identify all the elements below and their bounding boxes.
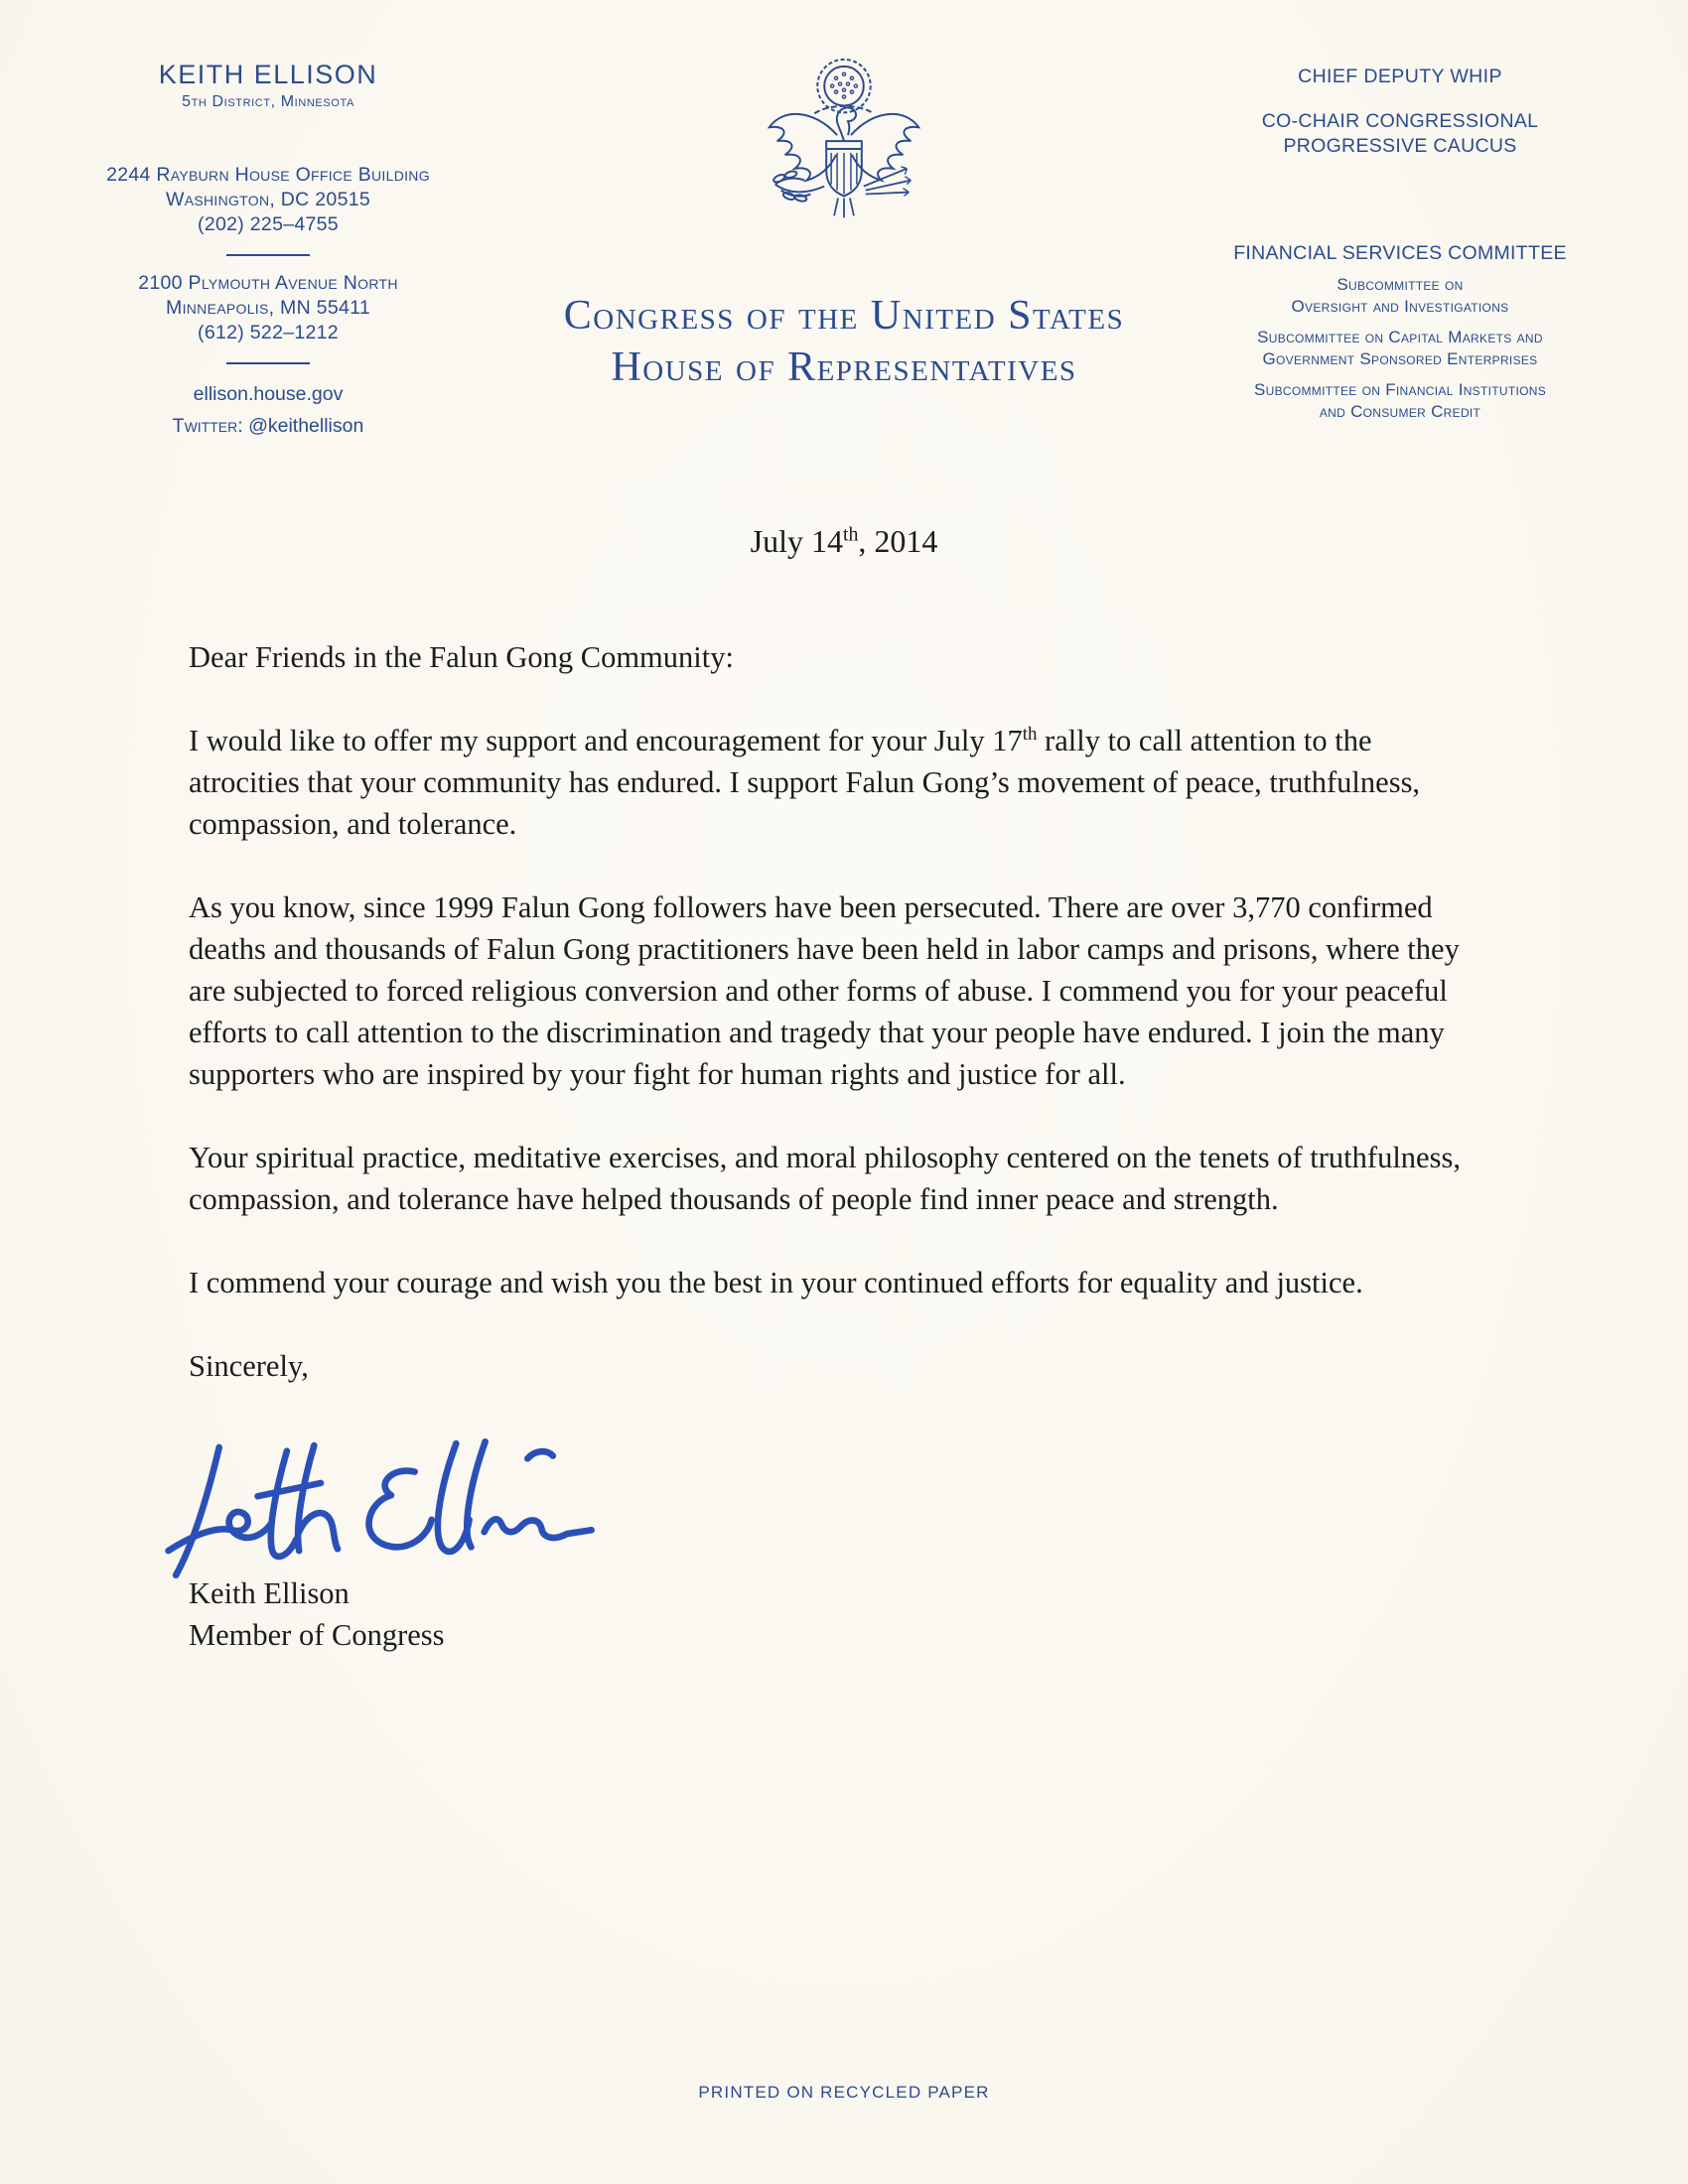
divider — [226, 254, 310, 256]
letterhead-right-block — [1162, 66, 1638, 423]
salutation: Dear Friends in the Falun Gong Community: — [189, 640, 734, 674]
member-district: 5th District, Minnesota — [182, 93, 354, 110]
twitter-label: Twitter: — [172, 415, 243, 437]
subcommittee-capital-markets — [1162, 327, 1638, 370]
paragraph-3: Your spiritual practice, meditative exercises, and moral philosophy centered on the tenets of truthfulness, compassion, and tolerance have helped thousands of people find inner peace and strength. — [189, 1141, 1461, 1216]
congress-title-line1: Congress of the United States — [563, 293, 1125, 339]
congress-title-line2: House of Representatives — [611, 344, 1077, 390]
keith-ellison-signature-icon — [161, 1429, 603, 1588]
mn-office-phone: (612) 522–1212 — [198, 322, 339, 343]
twitter-handle: @keithellison — [248, 415, 364, 437]
signer-name: Keith Ellison — [189, 1576, 350, 1610]
letterhead-left-block — [70, 60, 467, 441]
subcommittee-line: Subcommittee on Financial Institutions — [1253, 380, 1547, 399]
cochair-line2: PROGRESSIVE CAUCUS — [1283, 135, 1517, 157]
website-text: ellison.house.gov — [193, 383, 344, 405]
letterhead-center-block — [467, 50, 1221, 393]
subcommittee-line: Subcommittee on — [1336, 275, 1464, 294]
date-line — [0, 523, 1688, 560]
dc-office-phone: (202) 225–4755 — [198, 213, 339, 235]
great-seal-icon — [746, 50, 942, 248]
subcommittee-financial-institutions — [1162, 379, 1638, 423]
paragraph-1-text: I would like to offer my support and encouragement for your July 17 — [189, 724, 1023, 757]
subcommittee-line: Oversight and Investigations — [1291, 297, 1509, 316]
paragraph-2: As you know, since 1999 Falun Gong followers have been persecuted. There are over 3,770 confirmed deaths and thousands of Falun Gong practitioners have been held in labor camps and prisons, where they are subjected to forced religious conversion and other forms of abuse. I commend you for your peaceful efforts to call attention to the discrimination and tragedy that your people have endured. I join the many supporters who are inspired by your fight for human rights and justice for all. — [189, 890, 1460, 1091]
signer-title: Member of Congress — [189, 1618, 445, 1652]
dc-office-line2: Washington, DC 20515 — [165, 189, 371, 210]
twitter-line — [70, 411, 467, 441]
subcommittee-line: Subcommittee on Capital Markets and — [1257, 328, 1543, 346]
paragraph-4: I commend your courage and wish you the best in your continued efforts for equality and justice. — [189, 1266, 1363, 1299]
subcommittee-oversight — [1162, 274, 1638, 318]
closing: Sincerely, — [189, 1349, 309, 1383]
cochair-line1: CO-CHAIR CONGRESSIONAL — [1261, 110, 1539, 132]
dc-office-line1: 2244 Rayburn House Office Building — [106, 164, 430, 186]
dc-office-address — [70, 163, 467, 237]
cochair-caucus — [1162, 109, 1638, 159]
mn-office-address — [70, 271, 467, 345]
subcommittee-line: Government Sponsored Enterprises — [1262, 349, 1538, 368]
date-superscript: th — [842, 523, 859, 546]
date-rest: , 2014 — [858, 523, 938, 559]
member-name: KEITH ELLISON — [158, 60, 378, 89]
paragraph-1-text: rally to call attention to the atrocities that your community has endured. I support Falun Gong’s movement of peace, truthfulness, compassion, and tolerance. — [189, 724, 1421, 841]
divider — [226, 362, 310, 364]
date-main: July 14 — [750, 523, 843, 559]
recycled-paper-notice: PRINTED ON RECYCLED PAPER — [698, 2083, 990, 2102]
paragraph-1-superscript: th — [1022, 723, 1038, 745]
mn-office-line2: Minneapolis, MN 55411 — [166, 297, 370, 319]
chief-deputy-whip: CHIEF DEPUTY WHIP — [1298, 66, 1502, 87]
paragraph-1 — [189, 720, 1484, 845]
subcommittee-line: and Consumer Credit — [1319, 402, 1481, 421]
mn-office-line1: 2100 Plymouth Avenue North — [138, 272, 398, 294]
committee-name: FINANCIAL SERVICES COMMITTEE — [1233, 242, 1567, 264]
letter-body — [189, 636, 1484, 1656]
